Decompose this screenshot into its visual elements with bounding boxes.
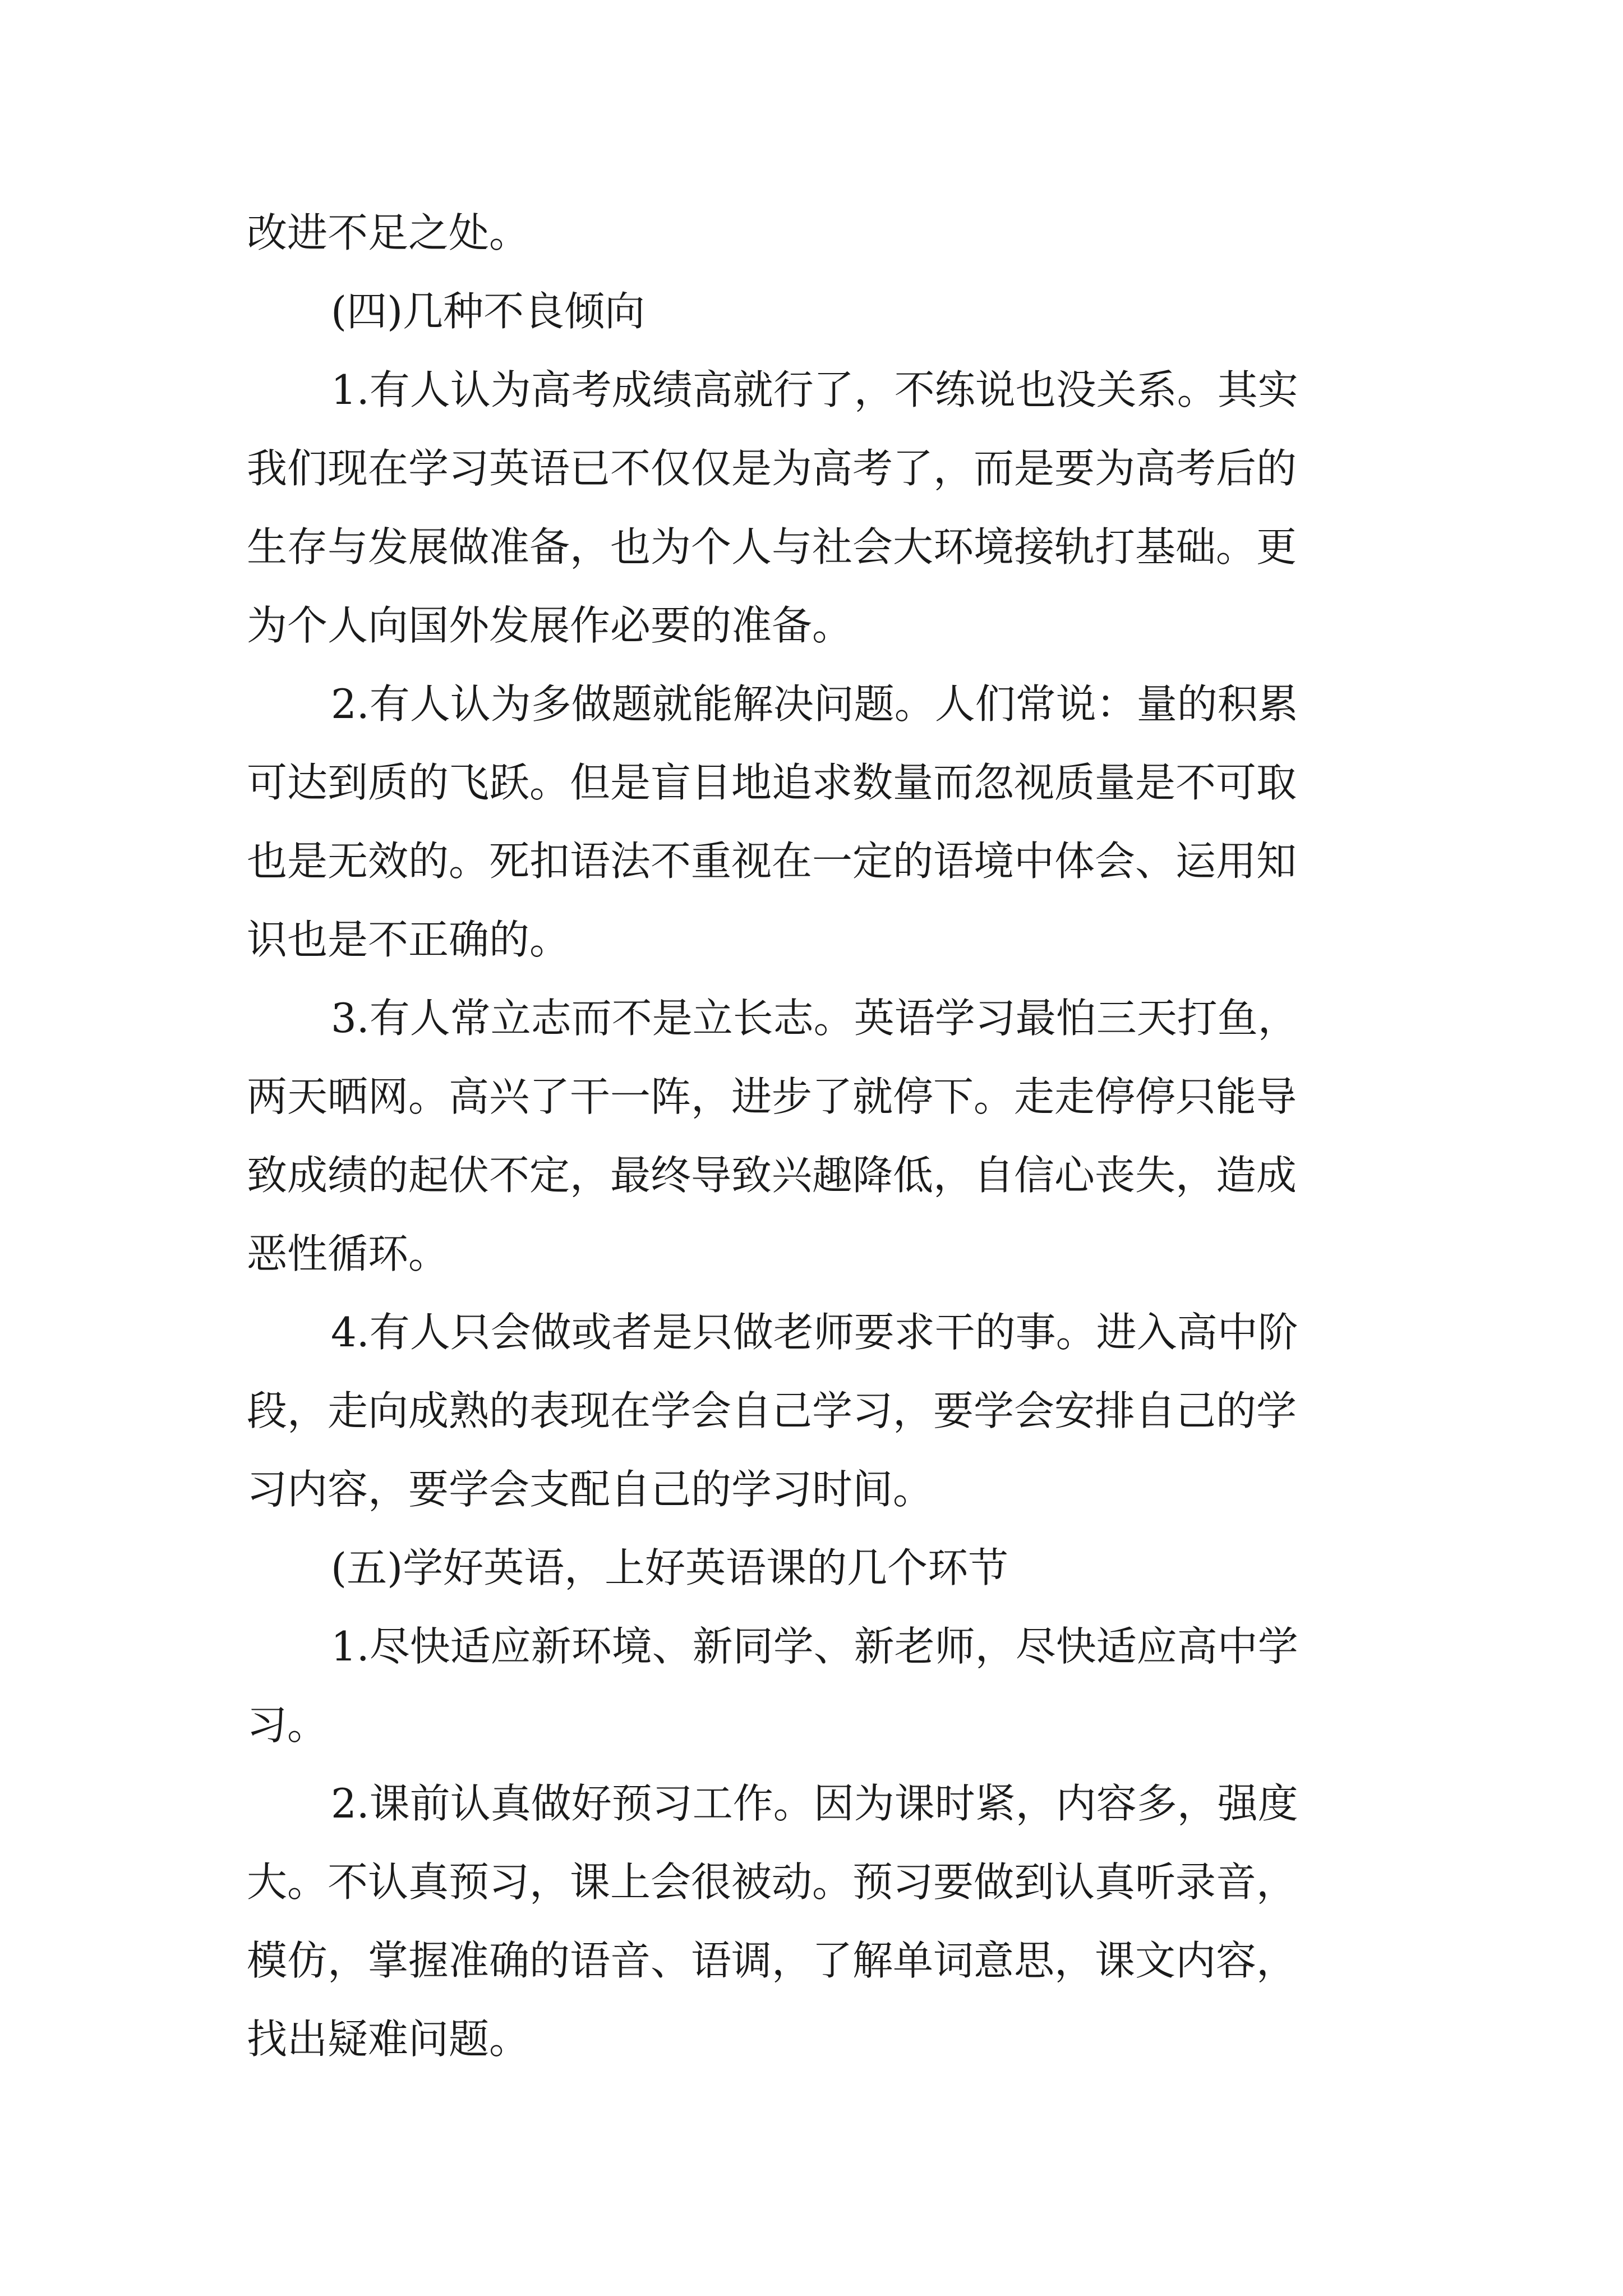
text-line: 为个人向国外发展作必要的准备。 [247,602,853,649]
text-line: 找出疑难问题。 [247,2016,530,2063]
document-page [247,194,1391,2078]
text-line: 1.尽快适应新环境、新同学、新老师，尽快适应高中学 [331,1623,1298,1670]
text-line: 恶性循环。 [247,1230,449,1277]
text-line: 习内容，要学会支配自己的学习时间。 [247,1466,934,1513]
text-line: 2.课前认真做好预习工作。因为课时紧，内容多，强度 [331,1780,1298,1827]
text-line: 2.有人认为多做题就能解决问题。人们常说：量的积累 [331,680,1298,728]
text-line: 可达到质的飞跃。但是盲目地追求数量而忽视质量是不可取 [247,759,1297,806]
text-line: 模仿，掌握准确的语音、语调，了解单词意思，课文内容， [247,1937,1297,1984]
text-line: 改进不足之处。 [247,209,530,256]
text-line: 识也是不正确的。 [247,916,570,963]
text-line: 两天晒网。高兴了干一阵，进步了就停下。走走停停只能导 [247,1073,1297,1120]
text-line: 生存与发展做准备，也为个人与社会大环境接轨打基础。更 [247,523,1297,570]
text-line: 大。不认真预习，课上会很被动。预习要做到认真听录音， [247,1858,1297,1906]
text-line: 3.有人常立志而不是立长志。英语学习最怕三天打鱼， [331,995,1298,1042]
text-line: 致成绩的起伏不定，最终导致兴趣降低，自信心丧失，造成 [247,1152,1297,1199]
text-line: 段，走向成熟的表现在学会自己学习，要学会安排自己的学 [247,1387,1297,1434]
section-heading: (五)学好英语，上好英语课的几个环节 [331,1544,1009,1591]
text-line: 1.有人认为高考成绩高就行了，不练说也没关系。其实 [331,366,1298,413]
section-heading: (四)几种不良倾向 [331,288,645,335]
text-line: 4.有人只会做或者是只做老师要求干的事。进入高中阶 [331,1309,1298,1356]
text-line: 我们现在学习英语已不仅仅是为高考了，而是要为高考后的 [247,445,1297,492]
text-line: 习。 [247,1701,328,1749]
text-line: 也是无效的。死扣语法不重视在一定的语境中体会、运用知 [247,838,1297,885]
